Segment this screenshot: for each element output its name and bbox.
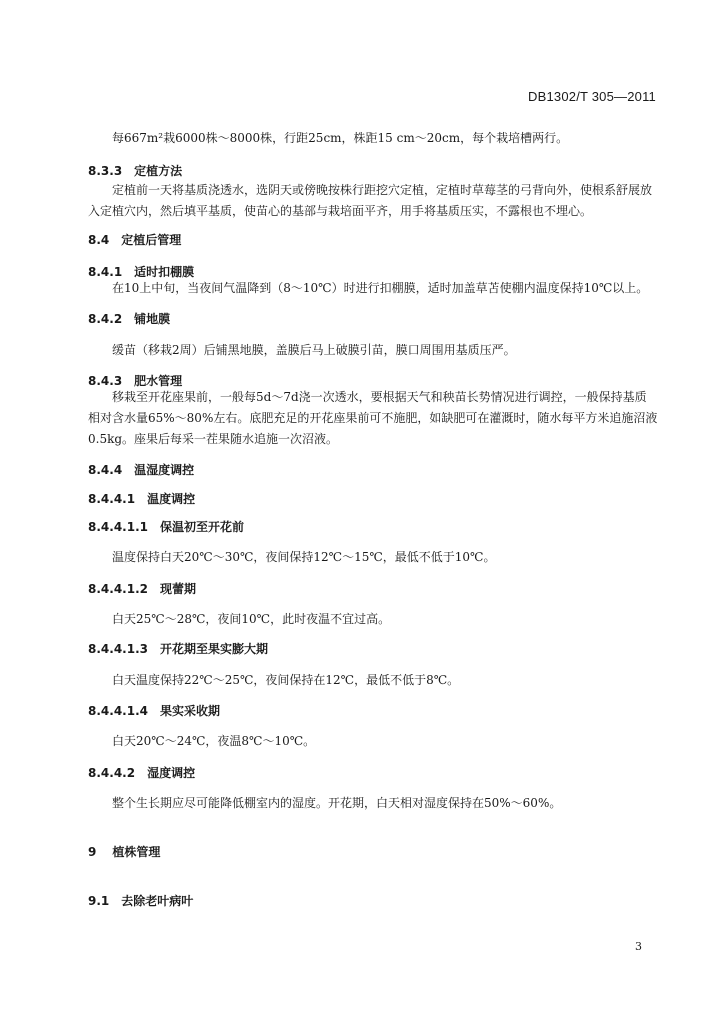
- heading-8-4-4-1: [88, 490, 195, 507]
- heading-number: 8.4.2: [88, 312, 123, 326]
- heading-8-4-4-1-2: [88, 580, 196, 597]
- heading-number: 8.4.3: [88, 374, 123, 388]
- heading-title: 铺地膜: [134, 312, 171, 326]
- heading-title: 温湿度调控: [134, 463, 195, 477]
- heading-number: 8.4.4: [88, 463, 123, 477]
- paragraph-ground-film: 缓苗（移栽2周）后铺黑地膜，盖膜后马上破膜引苗，膜口周围用基质压严。: [112, 343, 516, 357]
- heading-8-4-4-1-3: [88, 640, 268, 657]
- heading-number: 9.1: [88, 894, 110, 908]
- paragraph-film-cover: 在10上中旬，当夜间气温降到（8～10℃）时进行扣棚膜，适时加盖草苫使棚内温度保持10℃以上。: [112, 281, 649, 295]
- heading-8-4-4-1-1: [88, 518, 244, 535]
- paragraph-humidity: 整个生长期应尽可能降低棚室内的湿度。开花期，白天相对湿度保持在50%～60%。: [112, 796, 562, 810]
- heading-title: 开花期至果实膨大期: [159, 642, 268, 656]
- heading-number: 8.4.4.1.2: [88, 582, 148, 596]
- heading-title: 现蕾期: [159, 582, 196, 596]
- heading-title: 适时扣棚膜: [134, 265, 195, 279]
- heading-title: 肥水管理: [134, 374, 183, 388]
- paragraph-temp-harvest: 白天20℃～24℃，夜温8℃～10℃。: [112, 734, 316, 748]
- heading-8-3-3: [88, 162, 182, 179]
- heading-title: 保温初至开花前: [159, 520, 244, 534]
- paragraph-planting-density: 每667m²栽6000株～8000株，行距25cm，株距15 cm～20cm，每个栽培槽两行。: [112, 131, 569, 145]
- paragraph-fertilizer-water: 移栽至开花座果前，一般每5d～7d浇一次透水，要根据天气和秧苗长势情况进行调控，一般保持基质相对含水量65%～80%左右。底肥充足的开花座果前可不施肥，如缺肥可在灌溉时，随水每平方米追施沼液0.5kg。座果后每采一茬果随水追施一次沼液。: [88, 390, 658, 446]
- heading-title: 果实采收期: [159, 704, 220, 718]
- heading-number: 8.4.4.1.3: [88, 642, 148, 656]
- heading-title: 去除老叶病叶: [121, 894, 194, 908]
- heading-number: 8.4.4.1: [88, 492, 136, 506]
- heading-8-4-4-2: [88, 764, 195, 781]
- paragraph-temp-budding: 白天25℃～28℃，夜间10℃，此时夜温不宜过高。: [112, 612, 391, 626]
- heading-8-4: [88, 231, 181, 248]
- paragraph-planting-method: 定植前一天将基质浇透水，选阴天或傍晚按株行距挖穴定植，定植时草莓茎的弓背向外，使根系舒展放入定植穴内，然后填平基质，使苗心的基部与栽培面平齐，用手将基质压实，不露根也不埋心。: [88, 183, 653, 218]
- heading-number: 8.4: [88, 233, 110, 247]
- heading-8-4-2: [88, 310, 170, 327]
- page-number: 3: [635, 940, 642, 953]
- standard-code: DB1302/T 305—2011: [528, 89, 656, 104]
- heading-title: 湿度调控: [147, 766, 196, 780]
- heading-number: 9: [88, 845, 97, 859]
- heading-number: 8.4.4.1.1: [88, 520, 148, 534]
- heading-title: 定植后管理: [121, 233, 182, 247]
- heading-9-1: [88, 892, 193, 909]
- heading-9: [88, 843, 160, 860]
- heading-number: 8.4.4.2: [88, 766, 136, 780]
- paragraph-temp-fruit-expansion: 白天温度保持22℃～25℃，夜间保持在12℃，最低不低于8℃。: [112, 673, 460, 687]
- heading-number: 8.4.1: [88, 265, 123, 279]
- heading-number: 8.4.4.1.4: [88, 704, 148, 718]
- heading-number: 8.3.3: [88, 164, 123, 178]
- heading-title: 温度调控: [147, 492, 196, 506]
- heading-title: 定植方法: [134, 164, 183, 178]
- heading-8-4-4-1-4: [88, 702, 220, 719]
- heading-title: 植株管理: [112, 845, 161, 859]
- paragraph-temp-pre-flowering: 温度保持白天20℃～30℃，夜间保持12℃～15℃，最低不低于10℃。: [112, 550, 496, 564]
- heading-8-4-4: [88, 461, 194, 478]
